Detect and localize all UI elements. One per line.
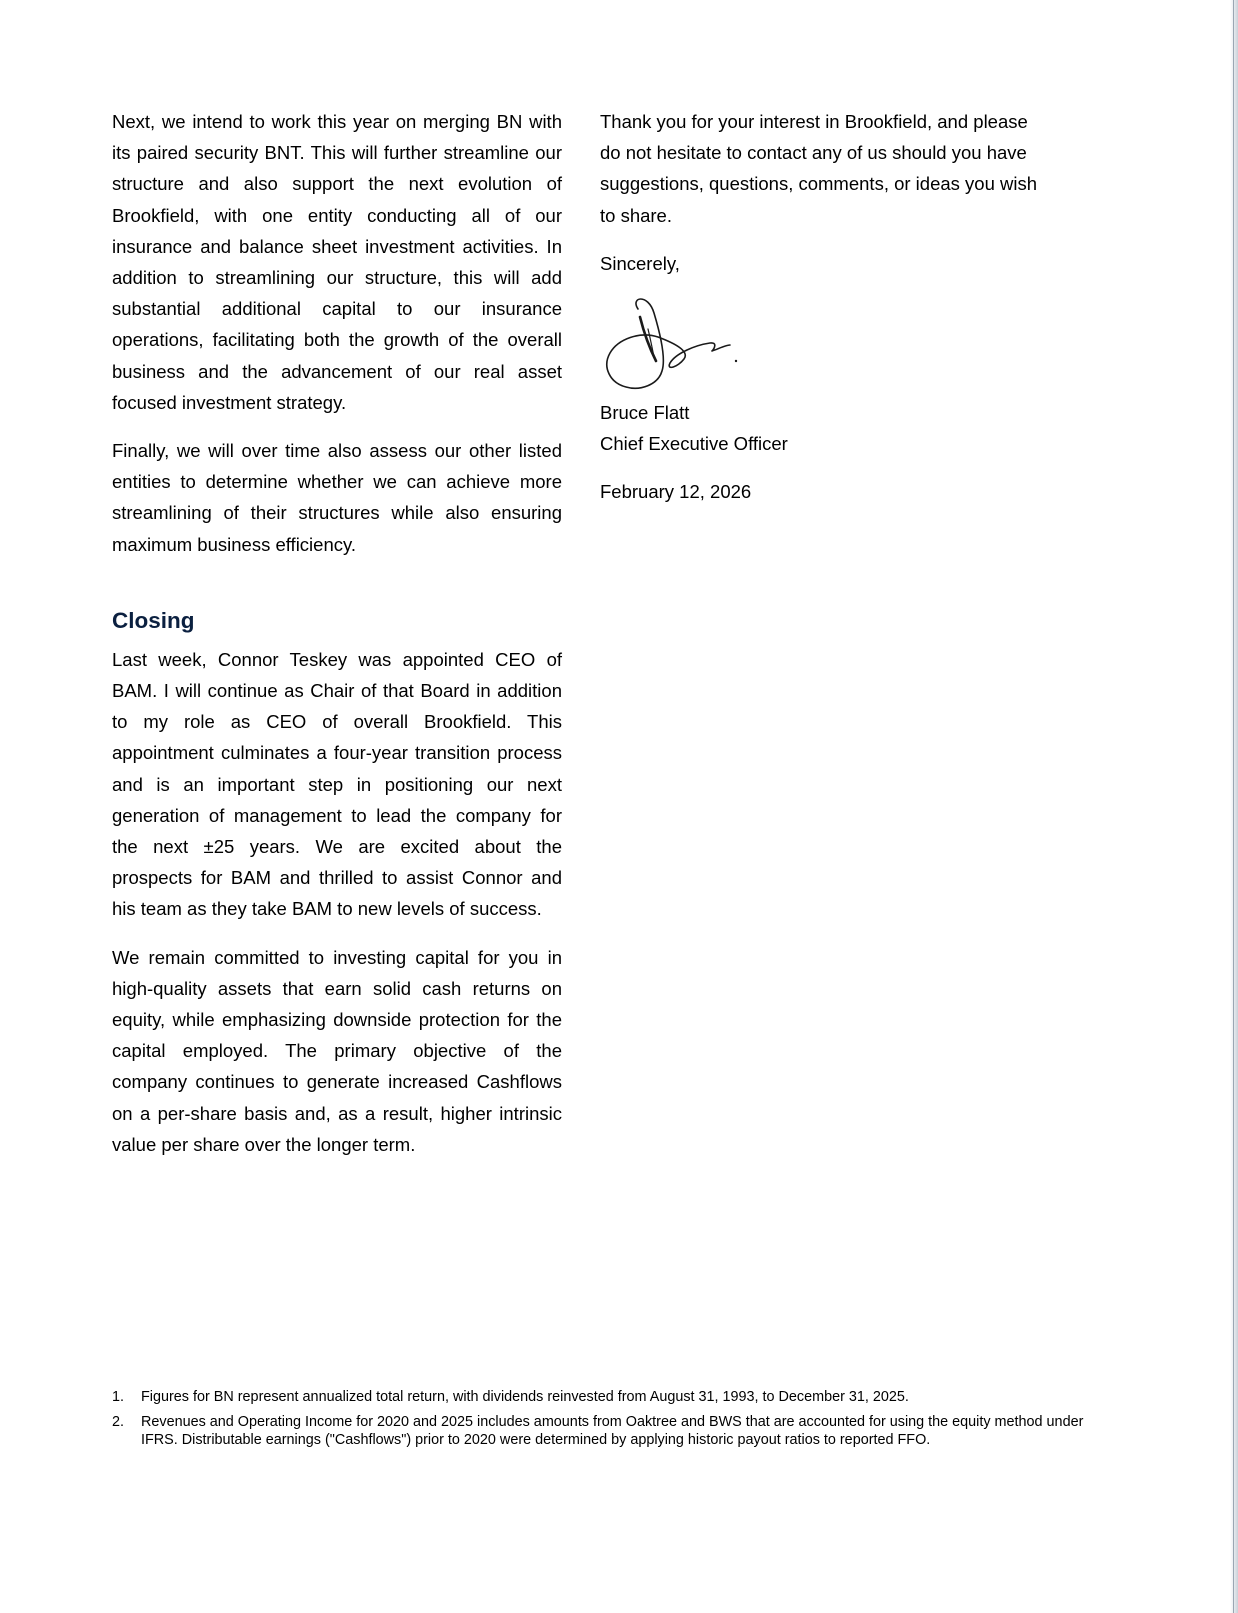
paragraph-thank-you: Thank you for your interest in Brookfield, and please do not hesitate to contact any of us should you have suggestions, questions, comments, or ideas you wish to share. — [600, 111, 1038, 226]
footnote — [112, 1388, 1112, 1407]
paragraph-commitment: We remain committed to investing capital for you in high-quality assets that earn solid cash returns on equity, while emphasizing downside protection for the capital employed. The primary objective of the company continues to generate increased Cashflows on a per-share basis and, as a result, higher intrinsic value per share over the longer term. — [112, 946, 562, 1155]
footnote-number: 1. — [112, 1389, 125, 1405]
footnote-number: 2. — [112, 1413, 125, 1430]
signer-name: Bruce Flatt — [600, 402, 690, 424]
signature-image — [600, 287, 750, 397]
left-column — [112, 106, 562, 1177]
signature-block — [600, 397, 1050, 508]
signer-title: Chief Executive Officer — [600, 433, 788, 455]
paragraph-merger: Next, we intend to work this year on merging BN with its paired security BNT. This will further streamline our structure and also support the next evolution of Brookfield, with one entity conducting all of our insurance and balance sheet investment activities. In addition to streamlining our structure, this will add substantial additional capital to our insurance operations, facilitating both the growth of the overall business and the advancement of our real asset focused investment strategy. — [112, 111, 562, 413]
footnote-text: Figures for BN represent annualized total return, with dividends reinvested from August 31, 1993, to December 31, 2025. — [141, 1389, 909, 1405]
footnotes — [112, 1388, 1112, 1456]
paragraph-listed-entities: Finally, we will over time also assess our other listed entities to determine whether we can achieve more streamlining of their structures while also ensuring maximum business efficiency. — [112, 440, 562, 555]
page-edge — [1230, 0, 1238, 1613]
page-edge-line — [1233, 0, 1234, 1613]
letter-date: February 12, 2026 — [600, 481, 752, 503]
paragraph-ceo-appointment: Last week, Connor Teskey was appointed CEO of BAM. I will continue as Chair of that Board in addition to my role as CEO of overall Brookfield. This appointment culminates a four-year transition process and is an important step in positioning our next generation of management to lead the company for the next ±25 years. We are excited about the prospects for BAM and thrilled to assist Connor and his team as they take BAM to new levels of success. — [112, 648, 562, 920]
footnote-text: Revenues and Operating Income for 2020 and 2025 includes amounts from Oaktree and BWS that are accounted for using the equity method under IFRS. Distributable earnings ("Cashflows") prior to 2020 were determined by applying historic payout ratios to reported FFO. — [141, 1413, 1084, 1448]
right-column — [600, 106, 1050, 508]
footnote — [112, 1413, 1112, 1450]
closing-heading: Closing — [112, 607, 195, 633]
sign-off: Sincerely, — [600, 252, 680, 274]
